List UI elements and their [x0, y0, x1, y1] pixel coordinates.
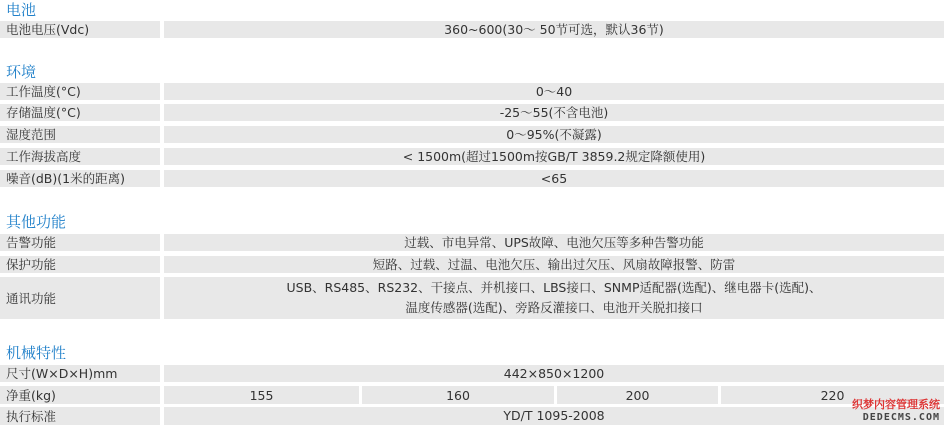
- spec-value: <65: [164, 170, 944, 187]
- spec-label: 净重(kg): [0, 386, 160, 404]
- spec-label: 执行标准: [0, 407, 160, 425]
- section-title-environment: 环境: [6, 63, 37, 81]
- spec-row-humidity: [0, 126, 946, 143]
- section-title-battery: 电池: [6, 1, 37, 19]
- spec-row-storage-temp: [0, 104, 946, 121]
- spec-value: [164, 277, 944, 319]
- spec-value: YD/T 1095-2008: [164, 407, 944, 425]
- spec-row-net-weight: [0, 386, 946, 404]
- spec-label: 噪音(dB)(1米的距离): [0, 170, 160, 187]
- section-title-mechanical: 机械特性: [6, 344, 67, 362]
- spec-value: 短路、过载、过温、电池欠压、输出过欠压、风扇故障报警、防雷: [164, 256, 944, 273]
- spec-value: 442×850×1200: [164, 365, 944, 382]
- weight-cell: 220: [721, 386, 944, 404]
- spec-value: 360~600(30～ 50节可选，默认36节): [164, 21, 944, 38]
- weight-cell: 160: [362, 386, 554, 404]
- spec-label: 告警功能: [0, 234, 160, 251]
- spec-value: -25～55(不含电池): [164, 104, 944, 121]
- spec-label: 保护功能: [0, 256, 160, 273]
- spec-row-standard: [0, 407, 946, 425]
- spec-row-protection: [0, 256, 946, 273]
- spec-label: 通讯功能: [0, 277, 160, 319]
- section-title-other-functions: 其他功能: [6, 213, 67, 231]
- weight-cell: 155: [164, 386, 359, 404]
- spec-row-altitude: [0, 148, 946, 165]
- spec-row-dimensions: [0, 365, 946, 382]
- weight-cell: 200: [557, 386, 718, 404]
- spec-row-alarm: [0, 234, 946, 251]
- spec-label: 湿度范围: [0, 126, 160, 143]
- watermark-text: 织梦内容管理系统: [852, 398, 940, 411]
- spec-label: 存储温度(°C): [0, 104, 160, 121]
- spec-row-battery-voltage: [0, 21, 946, 38]
- spec-row-noise: [0, 170, 946, 187]
- spec-label: 电池电压(Vdc): [0, 21, 160, 38]
- spec-value: 0～95%(不凝露): [164, 126, 944, 143]
- spec-label: 工作温度(°C): [0, 83, 160, 100]
- spec-value: 过载、市电异常、UPS故障、电池欠压等多种告警功能: [164, 234, 944, 251]
- spec-value: < 1500m(超过1500m按GB/T 3859.2规定降额使用): [164, 148, 944, 165]
- spec-value-line: 温度传感器(选配)、旁路反灌接口、电池开关脱扣接口: [405, 300, 703, 315]
- spec-label: 尺寸(W×D×H)mm: [0, 365, 160, 382]
- spec-value-line: USB、RS485、RS232、干接点、并机接口、LBS接口、SNMP适配器(选配)、继电器卡(选配)、: [286, 280, 822, 295]
- watermark-domain: DEDECMS.COM: [862, 412, 940, 423]
- spec-row-communication: [0, 277, 946, 319]
- spec-label: 工作海拔高度: [0, 148, 160, 165]
- spec-row-operating-temp: [0, 83, 946, 100]
- spec-value: 0～40: [164, 83, 944, 100]
